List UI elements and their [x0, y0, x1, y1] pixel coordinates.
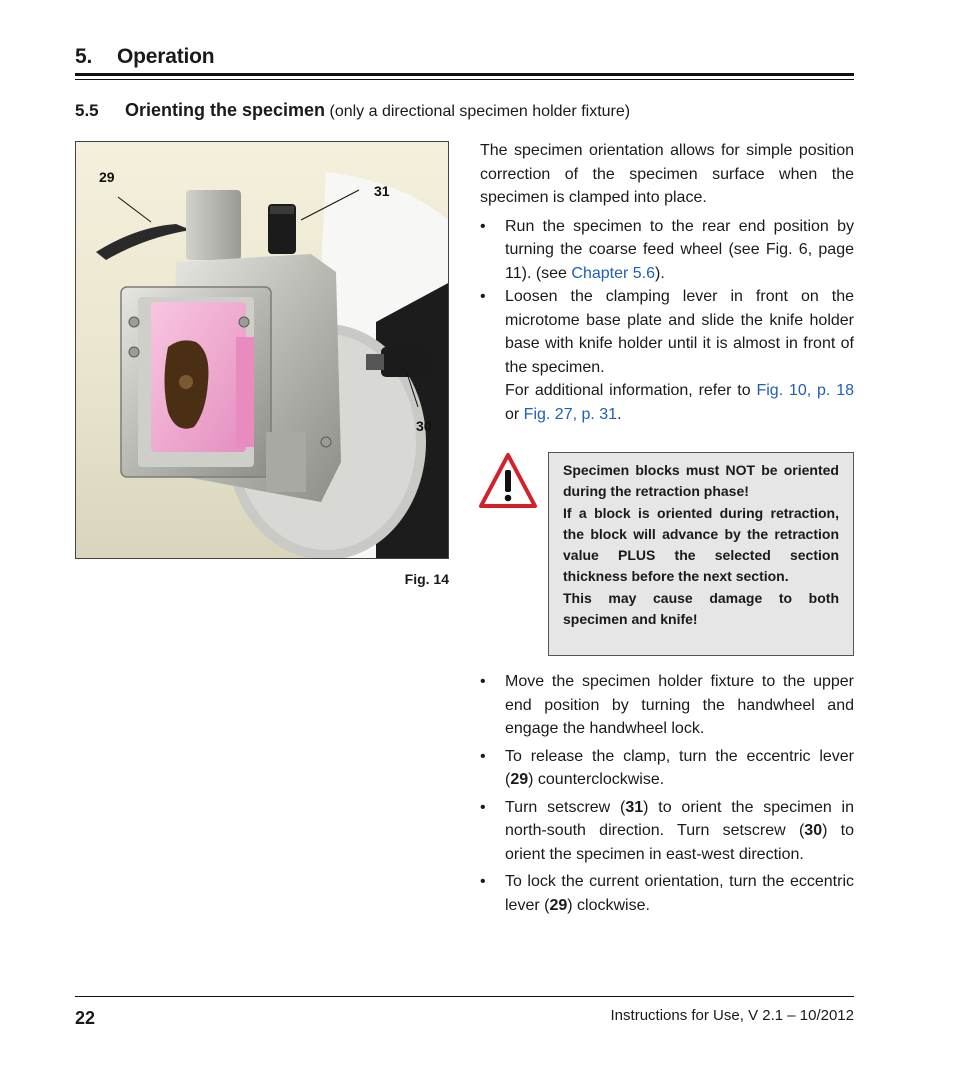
- figure-specimen-holder: [75, 141, 449, 559]
- section-number: 5.: [75, 45, 93, 68]
- link-fig-10[interactable]: Fig. 10, p. 18: [756, 382, 855, 399]
- subsection-note: (only a directional specimen holder fixture): [329, 103, 631, 120]
- list-item: • To lock the current orientation, turn the eccentric lever (29) clockwise.: [480, 870, 854, 917]
- list-item: • Loosen the clamping lever in front on the microtome base plate and slide the knife holder base with knife holder until it is almost in front of the specimen. For additional information, refer to Fig. 10, p. 18 or Fig. 27, p. 31.: [480, 285, 854, 426]
- section-header: [75, 45, 854, 69]
- bullet-list-top: [480, 215, 854, 427]
- header-rule-thick: [75, 73, 854, 76]
- warning-line-3: This may cause damage to both specimen and knife!: [563, 589, 839, 628]
- subsection-title: Orienting the specimen: [125, 100, 326, 120]
- warning-line-1: Specimen blocks must NOT be oriented during the retraction phase!: [563, 462, 839, 500]
- warning-triangle-icon: [478, 452, 538, 510]
- header-rule-thin: [75, 79, 854, 80]
- callout-29: 29: [99, 169, 115, 185]
- callout-30: 30: [416, 418, 432, 434]
- footer-text: Instructions for Use, V 2.1 – 10/2012: [610, 1007, 854, 1024]
- link-fig-27[interactable]: Fig. 27, p. 31: [523, 405, 618, 423]
- subsection-number: 5.5: [75, 101, 99, 120]
- warning-line-2: If a block is oriented during retraction, the block will advance by the retraction value PLUS the selected section thickness before the next section.: [563, 504, 839, 585]
- subsection-heading: [75, 100, 854, 121]
- intro-paragraph: The specimen orientation allows for simple position correction of the specimen surface when the specimen is clamped into place.: [480, 142, 854, 206]
- section-title: Operation: [117, 45, 215, 68]
- list-item: • Run the specimen to the rear end position by turning the coarse feed wheel (see Fig. 6, page 11). (see Chapter 5.6).: [480, 215, 854, 286]
- footer-rule: [75, 996, 854, 997]
- list-item: • Move the specimen holder fixture to the upper end position by turning the handwheel and engage the handwheel lock.: [480, 670, 854, 741]
- intro-text-block: [480, 139, 854, 426]
- page-number: 22: [75, 1008, 96, 1028]
- list-item: • To release the clamp, turn the eccentric lever (29) counterclockwise.: [480, 745, 854, 792]
- figure-caption: Fig. 14: [404, 571, 449, 587]
- specimen-holder-illustration: [76, 142, 449, 559]
- list-item: • Turn setscrew (31) to orient the specimen in north-south direction. Turn setscrew (30) to orient the specimen in east-west direction.: [480, 796, 854, 867]
- warning-box: [548, 452, 854, 656]
- callout-31: 31: [374, 183, 390, 199]
- link-chapter-5-6[interactable]: Chapter 5.6: [571, 264, 656, 282]
- bullet-list-bottom: [480, 670, 854, 917]
- bottom-text-block: [480, 670, 854, 917]
